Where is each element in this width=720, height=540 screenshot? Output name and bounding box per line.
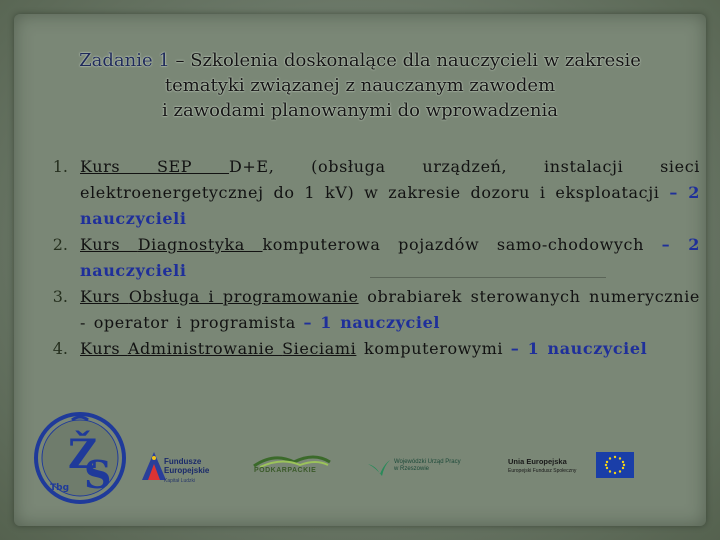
eu-sub-label: Europejski Fundusz Społeczny	[508, 468, 577, 474]
course-name-segment: Obsługa	[128, 287, 209, 306]
school-logo-sub: Tbg	[50, 483, 70, 493]
school-logo	[32, 410, 128, 506]
fundusze-europejskie-logo	[140, 448, 228, 486]
course-name-segment: Sieciami	[282, 339, 357, 358]
course-item	[20, 284, 700, 336]
course-name-segment: Administrowanie	[127, 339, 283, 358]
eu-logo	[508, 452, 634, 484]
participant-count: – 2 nauczycieli	[80, 235, 700, 280]
title-prefix: Zadanie 1	[79, 50, 176, 71]
title-line-2: tematyki związanej z nauczanym zawodem	[164, 75, 556, 96]
course-name-segment: Kurs	[80, 339, 128, 358]
hills-icon	[250, 452, 334, 468]
fe-line-2: Europejskie	[164, 466, 210, 475]
fe-label	[164, 457, 209, 475]
course-list	[20, 154, 700, 362]
course-name-segment: Kurs	[80, 157, 157, 176]
course-item-text	[80, 154, 700, 232]
podkarpackie-label: PODKARPACKIE	[254, 467, 317, 474]
course-text-segment: komputerowa pojazdów samo-chodowych	[262, 235, 662, 254]
slide-title	[30, 48, 690, 123]
podkarpackie-logo	[250, 452, 334, 480]
wup-line-2: w Rzeszowie	[394, 466, 430, 472]
title-line-3: i zawodami planowanymi do wprowadzenia	[162, 100, 558, 121]
participant-count: – 1 nauczyciel	[303, 313, 441, 332]
course-name-segment: SEP	[156, 157, 229, 176]
course-item-number: 1.	[52, 157, 68, 176]
course-item-number: 3.	[52, 287, 68, 306]
participant-count: – 1 nauczyciel	[510, 339, 648, 358]
course-item	[20, 154, 700, 232]
course-text-segment: komputerowymi	[356, 339, 511, 358]
fe-sub-label: Kapitał Ludzki	[164, 478, 196, 484]
school-logo-letter-z: Ž	[68, 431, 98, 478]
course-name-segment: Diagnostyka	[137, 235, 263, 254]
title-line-1	[30, 48, 690, 73]
participant-count: – 2 nauczycieli	[80, 183, 700, 228]
fe-line-1: Fundusze	[164, 457, 202, 466]
course-item-text	[80, 284, 700, 336]
wup-label	[394, 459, 461, 473]
course-name-segment: i	[208, 287, 223, 306]
course-name-segment: programowanie	[222, 287, 359, 306]
wup-logo	[366, 454, 466, 484]
divider-line	[370, 277, 606, 278]
course-text-segment: obrabiarek sterowanych numerycznie - operator i programista	[80, 287, 700, 332]
title-line-1-text: – Szkolenia doskonalące dla nauczycieli w zakresie	[175, 50, 641, 71]
bird-icon	[366, 456, 392, 480]
course-item-number: 4.	[52, 339, 68, 358]
course-item-text	[80, 336, 700, 362]
wup-line-1: Wojewódzki Urząd Pracy	[394, 459, 461, 465]
eu-label: Unia Europejska	[508, 457, 567, 466]
course-item-number: 2.	[52, 235, 68, 254]
eu-flag-icon	[596, 452, 634, 478]
school-logo-letter-s: S	[84, 452, 112, 497]
course-name-segment: Kurs	[80, 235, 138, 254]
course-item	[20, 336, 700, 362]
course-text-segment: D+E, (obsługa urządzeń, instalacji sieci elektroenergetycznej do 1 kV) w zakresie dozoru i eksploatacji	[80, 157, 700, 202]
course-name-segment: Kurs	[80, 287, 129, 306]
